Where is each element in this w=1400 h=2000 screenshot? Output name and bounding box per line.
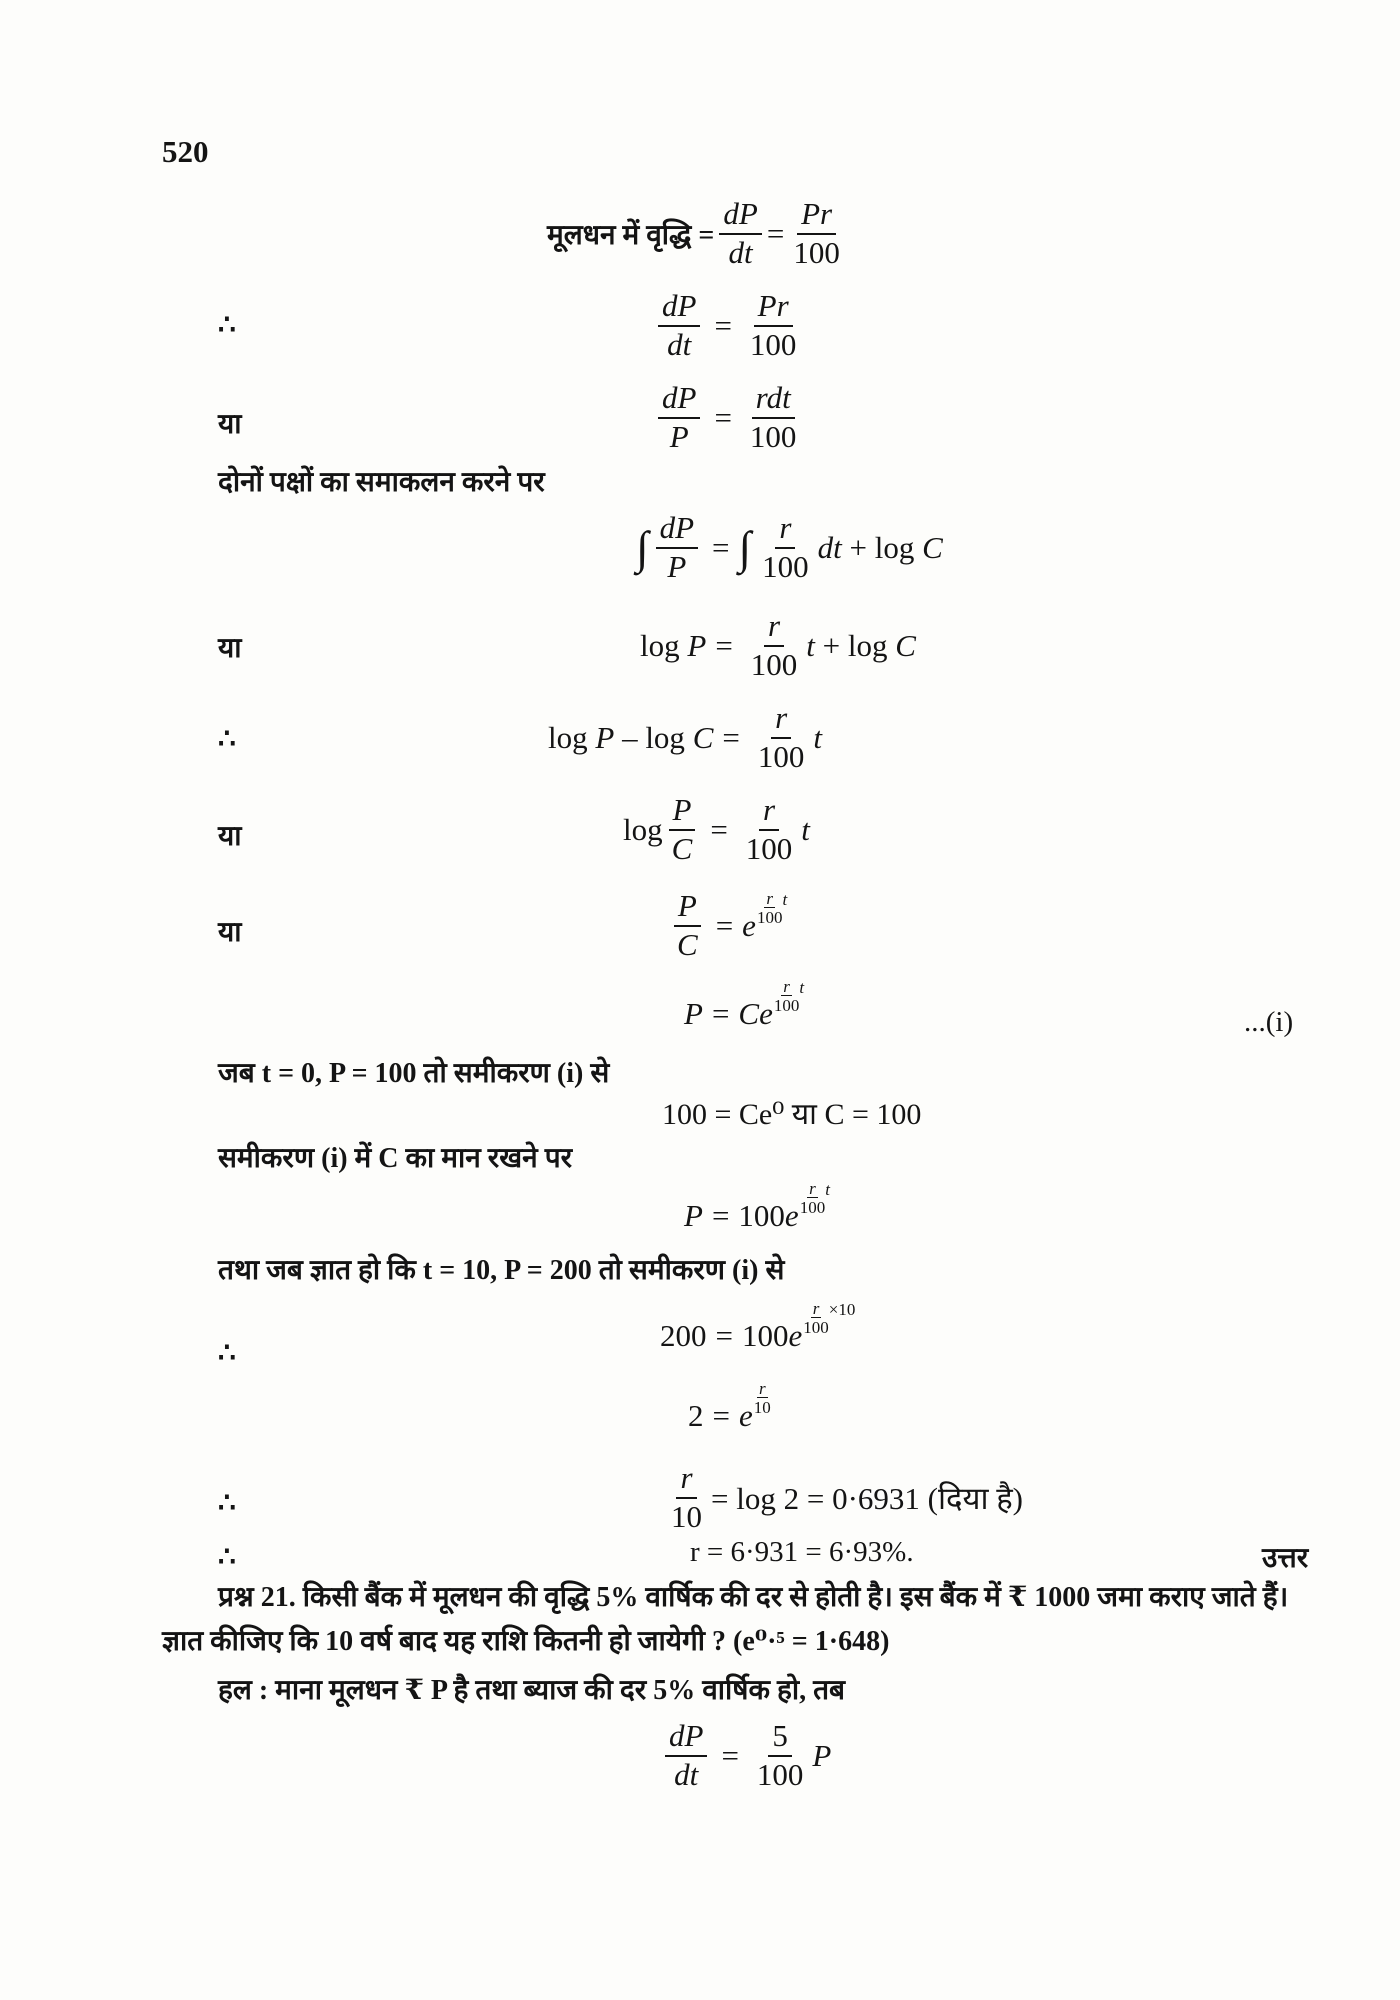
therefore-symbol: ∴ <box>218 1542 236 1573</box>
equation-5: log P = $\frac{r}{100}$ t + log C <box>640 608 916 682</box>
equation-7: log $\frac{P}{C}$ = $\frac{r}{100}$ t <box>623 792 810 866</box>
equation-growth: मूलधन में वृद्धि = $\frac{dP}{dt}$ = $\frac{Pr}{100}$ <box>547 196 840 270</box>
log2-value: = log 2 = 0·6931 (दिया है) <box>711 1480 1024 1516</box>
equation-10: P = 100e r 100 t <box>684 1179 830 1233</box>
therefore-symbol: ∴ <box>218 1338 236 1369</box>
equation-15: $\frac{dP}{dt}$ = $\frac{5}{100}$ P <box>660 1720 831 1791</box>
equation-integral: ∫ $\frac{dP}{P}$ = ∫ r 100 dt + log C <box>636 510 943 584</box>
equation-2: $\frac{dP}{dt}$ = $\frac{Pr}{100}$ <box>653 290 805 361</box>
integrate-text: दोनों पक्षों का समाकलन करने पर <box>218 467 545 498</box>
equation-3: $\frac{dP}{P}$ = rdt 100 <box>653 382 805 453</box>
equation-6: log P – log C = $\frac{r}{100}$ t <box>548 700 822 774</box>
solution-intro: हल : माना मूलधन ₹ P है तथा ब्याज की दर 5% वार्षिक हो, तब <box>218 1675 846 1706</box>
equation-c: 100 = Ce⁰ या C = 100 <box>662 1098 922 1131</box>
substitution-text: समीकरण (i) में C का मान रखने पर <box>218 1143 573 1174</box>
condition-2: तथा जब ज्ञात हो कि t = 10, P = 200 तो समीकरण (i) से <box>218 1255 785 1286</box>
growth-label: मूलधन में वृद्धि = <box>547 219 715 251</box>
therefore-symbol: ∴ <box>218 310 236 341</box>
ya-label: या <box>218 409 242 440</box>
ya-label: या <box>218 917 242 948</box>
equation-8: $\frac{P}{C}$ = e r 100 t <box>668 890 787 961</box>
ya-label: या <box>218 633 242 664</box>
answer-label: उत्तर <box>1262 1543 1309 1574</box>
equation-result: r = 6·931 = 6·93%. <box>690 1536 914 1568</box>
equation-9: P = Ce r 100 t <box>684 977 805 1031</box>
condition-1: जब t = 0, P = 100 तो समीकरण (i) से <box>218 1058 610 1089</box>
question-21: प्रश्न 21. किसी बैंक में मूलधन की वृद्धि 5% वार्षिक की दर से होती है। इस बैंक में ₹ 1000 जमा कराए जाते हैं। ज्ञात कीजिए कि 10 वर्ष बाद यह राशि कितनी हो जायेगी ? (e⁰·⁵ = 1·648) <box>162 1582 1289 1657</box>
equation-reference: ...(i) <box>1244 1006 1294 1038</box>
therefore-symbol: ∴ <box>218 1488 236 1519</box>
page-number: 520 <box>162 134 209 169</box>
equation-13: $\frac{r}{10}$ = log 2 = 0·6931 (दिया है) <box>671 1460 1024 1534</box>
equation-11: 200 = 100e $\frac{r}{100}$ ×10 <box>660 1299 856 1353</box>
equation-12: 2 = e r 10 <box>688 1379 771 1433</box>
ya-label: या <box>218 821 242 852</box>
therefore-symbol: ∴ <box>218 724 236 755</box>
